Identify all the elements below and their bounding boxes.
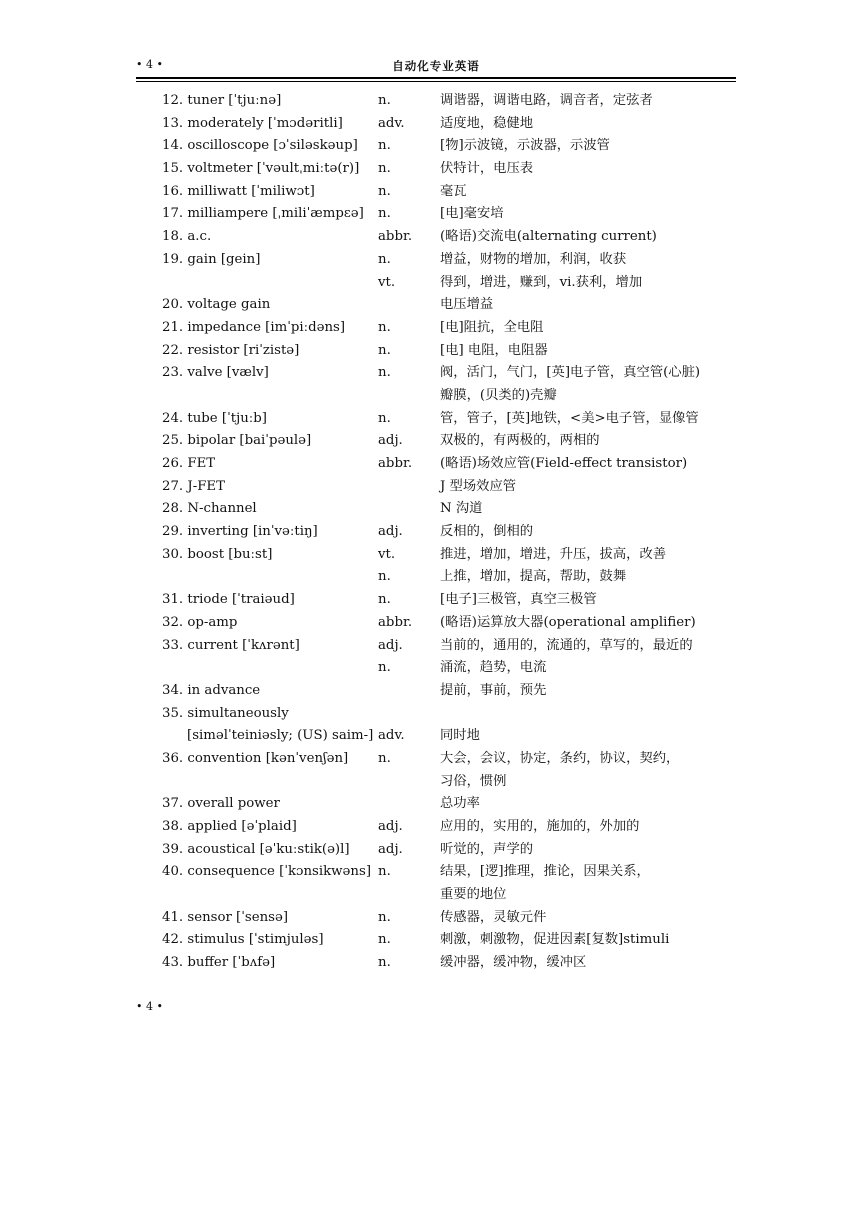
- entry-part-of-speech: n.: [378, 138, 391, 154]
- entry-part-of-speech: abbr.: [378, 229, 413, 245]
- entry-definition: [电]阻抗，全电阻: [440, 319, 544, 335]
- entry-part-of-speech: n.: [378, 909, 391, 925]
- vocab-row: [162, 521, 742, 544]
- vocab-row: [162, 272, 742, 295]
- entry-definition: 听觉的，声学的: [440, 841, 534, 857]
- entry-definition: 传感器，灵敏元件: [440, 909, 547, 925]
- header-page-number: • 4 •: [136, 58, 163, 71]
- entry-definition: 瓣膜，(贝类的)壳瓣: [440, 387, 557, 403]
- vocab-row: [162, 294, 742, 317]
- entry-part-of-speech: n.: [378, 93, 391, 108]
- entry-definition: 重要的地位: [440, 887, 507, 903]
- entry-part-of-speech: n.: [378, 206, 391, 222]
- vocab-row: [162, 408, 742, 431]
- vocab-row: [162, 362, 742, 385]
- entry-part-of-speech: adj.: [378, 524, 403, 540]
- entry-definition: 得到，增进，赚到，vi.获利，增加: [440, 274, 643, 290]
- entry-part-of-speech: n.: [378, 932, 391, 948]
- entry-part-of-speech: abbr.: [378, 456, 413, 471]
- entry-word: 22. resistor [riˈzistə]: [162, 342, 300, 358]
- entry-definition: 缓冲器，缓冲物，缓冲区: [440, 955, 587, 971]
- entry-word: 31. triode [ˈtraiəud]: [162, 592, 295, 608]
- entry-definition: (略语)场效应管(Field-effect transistor): [440, 456, 688, 471]
- entry-definition: 双极的，有两极的，两相的: [440, 433, 600, 449]
- vocab-row: [162, 385, 742, 408]
- entry-part-of-speech: abbr.: [378, 614, 413, 630]
- vocab-row: [162, 861, 742, 884]
- entry-word: 20. voltage gain: [162, 297, 271, 313]
- entry-part-of-speech: adj.: [378, 841, 403, 857]
- entry-part-of-speech: n.: [378, 342, 391, 358]
- vocab-row: [162, 952, 742, 975]
- vocab-row: [162, 816, 742, 839]
- entry-definition: [电] 电阻，电阻器: [440, 342, 548, 358]
- entry-word: 28. N-channel: [162, 501, 257, 517]
- entry-definition: 增益，财物的增加，利润，收获: [440, 251, 627, 267]
- entry-part-of-speech: vt.: [378, 274, 396, 290]
- header-rule-thin: [136, 81, 736, 82]
- entry-word: 23. valve [vælv]: [162, 365, 269, 381]
- entry-word: 16. milliwatt [ˈmiliwɔt]: [162, 183, 315, 199]
- entry-word: 19. gain [gein]: [162, 251, 261, 267]
- entry-definition: 阀，活门，气门，[英]电子管，真空管(心脏): [440, 365, 701, 381]
- vocab-row: [162, 929, 742, 952]
- entry-definition: 习俗，惯例: [440, 773, 507, 789]
- entry-definition: 上推，增加，提高，帮助，鼓舞: [440, 569, 627, 585]
- vocab-row: [162, 839, 742, 862]
- entry-definition: 推进，增加，增进，升压，拔高，改善: [440, 546, 667, 562]
- entry-definition: 涌流，趋势，电流: [440, 660, 547, 676]
- entry-word: 37. overall power: [162, 796, 280, 812]
- entry-definition: [电]毫安培: [440, 206, 504, 222]
- entry-word: 29. inverting [inˈvəːtiŋ]: [162, 524, 318, 540]
- entry-word: 34. in advance: [162, 682, 261, 698]
- vocab-row: [162, 249, 742, 272]
- vocab-row: [162, 476, 742, 499]
- entry-definition: 适度地，稳健地: [440, 115, 534, 131]
- entry-word: 17. milliampere [ˌmiliˈæmpɛə]: [162, 206, 364, 222]
- entry-word: 36. convention [kənˈvenʃən]: [162, 750, 349, 766]
- vocab-row: [162, 635, 742, 658]
- entry-part-of-speech: n.: [378, 660, 391, 676]
- vocab-row: [162, 135, 742, 158]
- entry-definition: 伏特计，电压表: [440, 161, 534, 177]
- entry-definition: 同时地: [440, 728, 480, 744]
- vocab-row: [162, 203, 742, 226]
- entry-word: 25. bipolar [baiˈpəulə]: [162, 433, 312, 449]
- entry-part-of-speech: adv.: [378, 728, 405, 744]
- vocab-row: [162, 317, 742, 340]
- entry-definition: [电子]三极管，真空三极管: [440, 592, 597, 608]
- entry-word: 26. FET: [162, 456, 216, 471]
- entry-part-of-speech: n.: [378, 365, 391, 381]
- entry-part-of-speech: n.: [378, 569, 391, 585]
- entry-definition: 调谐器，调谐电路，调音者，定弦者: [440, 93, 653, 108]
- vocab-row: [162, 113, 742, 136]
- entry-word: 33. current [ˈkʌrənt]: [162, 637, 300, 653]
- vocab-row: [162, 703, 742, 726]
- entry-word: 13. moderately [ˈmɔdəritli]: [162, 115, 343, 131]
- vocab-row: [162, 771, 742, 794]
- vocab-row: [162, 158, 742, 181]
- entry-definition: (略语)运算放大器(operational amplifier): [440, 614, 696, 630]
- entry-word: 21. impedance [imˈpiːdəns]: [162, 319, 346, 335]
- entry-part-of-speech: n.: [378, 864, 391, 880]
- entry-part-of-speech: n.: [378, 251, 391, 267]
- vocab-row: [162, 612, 742, 635]
- vocab-row: [162, 907, 742, 930]
- entry-word: 32. op-amp: [162, 614, 238, 630]
- entry-part-of-speech: n.: [378, 183, 391, 199]
- entry-definition: 结果，[逻]推理，推论，因果关系，: [440, 864, 650, 880]
- entry-part-of-speech: adv.: [378, 115, 405, 131]
- entry-word: 15. voltmeter [ˈvəultˌmiːtə(r)]: [162, 161, 360, 177]
- vocabulary-list: [162, 90, 742, 975]
- vocab-row: [162, 340, 742, 363]
- entry-definition: N 沟道: [440, 501, 483, 517]
- vocab-row: [162, 657, 742, 680]
- entry-part-of-speech: n.: [378, 410, 391, 426]
- entry-definition: 当前的，通用的，流通的，草写的，最近的: [440, 637, 693, 653]
- entry-definition: J 型场效应管: [440, 478, 517, 494]
- entry-part-of-speech: n.: [378, 319, 391, 335]
- vocab-row: [162, 748, 742, 771]
- entry-word: 24. tube [ˈtjuːb]: [162, 410, 267, 426]
- header-rule-thick: [136, 77, 736, 79]
- entry-part-of-speech: n.: [378, 750, 391, 766]
- entry-part-of-speech: n.: [378, 592, 391, 608]
- entry-definition: 毫瓦: [440, 183, 467, 199]
- vocab-row: [162, 680, 742, 703]
- entry-definition: (略语)交流电(alternating current): [440, 229, 657, 245]
- entry-definition: 电压增益: [440, 297, 494, 313]
- vocab-row: [162, 226, 742, 249]
- entry-word: 12. tuner [ˈtjuːnə]: [162, 93, 282, 108]
- entry-part-of-speech: vt.: [378, 546, 396, 562]
- entry-word: 18. a.c.: [162, 229, 212, 245]
- entry-word: 30. boost [buːst]: [162, 546, 273, 562]
- entry-word: 43. buffer [ˈbʌfə]: [162, 955, 276, 971]
- entry-definition: [物]示波镜，示波器，示波管: [440, 138, 610, 154]
- entry-definition: 应用的，实用的，施加的，外加的: [440, 819, 640, 834]
- vocab-row: [162, 725, 742, 748]
- entry-word: [siməlˈteiniəsly; (US) saim-]: [187, 728, 374, 744]
- entry-definition: 反相的，倒相的: [440, 524, 534, 540]
- vocab-row: [162, 430, 742, 453]
- entry-definition: 刺激，刺激物，促进因素[复数]stimuli: [440, 932, 670, 948]
- book-title: 自动化专业英语: [392, 59, 480, 73]
- entry-definition: 提前，事前，预先: [440, 682, 547, 698]
- vocab-row: [162, 544, 742, 567]
- entry-part-of-speech: adj.: [378, 819, 403, 834]
- running-header: [136, 58, 736, 74]
- entry-word: 42. stimulus [ˈstimjuləs]: [162, 932, 324, 948]
- entry-word: 38. applied [əˈplaid]: [162, 819, 297, 834]
- vocab-row: [162, 181, 742, 204]
- entry-word: 35. simultaneously: [162, 705, 289, 721]
- vocab-row: [162, 90, 742, 113]
- vocab-row: [162, 884, 742, 907]
- entry-definition: 总功率: [440, 796, 480, 812]
- entry-word: 14. oscilloscope [ɔˈsiləskəup]: [162, 138, 358, 154]
- entry-word: 39. acoustical [əˈkuːstik(ə)l]: [162, 841, 350, 857]
- vocab-row: [162, 566, 742, 589]
- entry-definition: 大会，会议，协定，条约，协议，契约，: [440, 750, 680, 766]
- entry-part-of-speech: adj.: [378, 637, 403, 653]
- entry-definition: 管，管子，[英]地铁，<美>电子管，显像管: [440, 410, 699, 426]
- entry-part-of-speech: n.: [378, 161, 391, 177]
- entry-part-of-speech: n.: [378, 955, 391, 971]
- entry-word: 41. sensor [ˈsensə]: [162, 909, 289, 925]
- footer-page-number: • 4 •: [136, 1000, 163, 1013]
- vocab-row: [162, 498, 742, 521]
- entry-part-of-speech: adj.: [378, 433, 403, 449]
- vocab-row: [162, 589, 742, 612]
- entry-word: 40. consequence [ˈkɔnsikwəns]: [162, 864, 372, 880]
- vocab-row: [162, 793, 742, 816]
- vocab-row: [162, 453, 742, 476]
- entry-word: 27. J-FET: [162, 478, 225, 494]
